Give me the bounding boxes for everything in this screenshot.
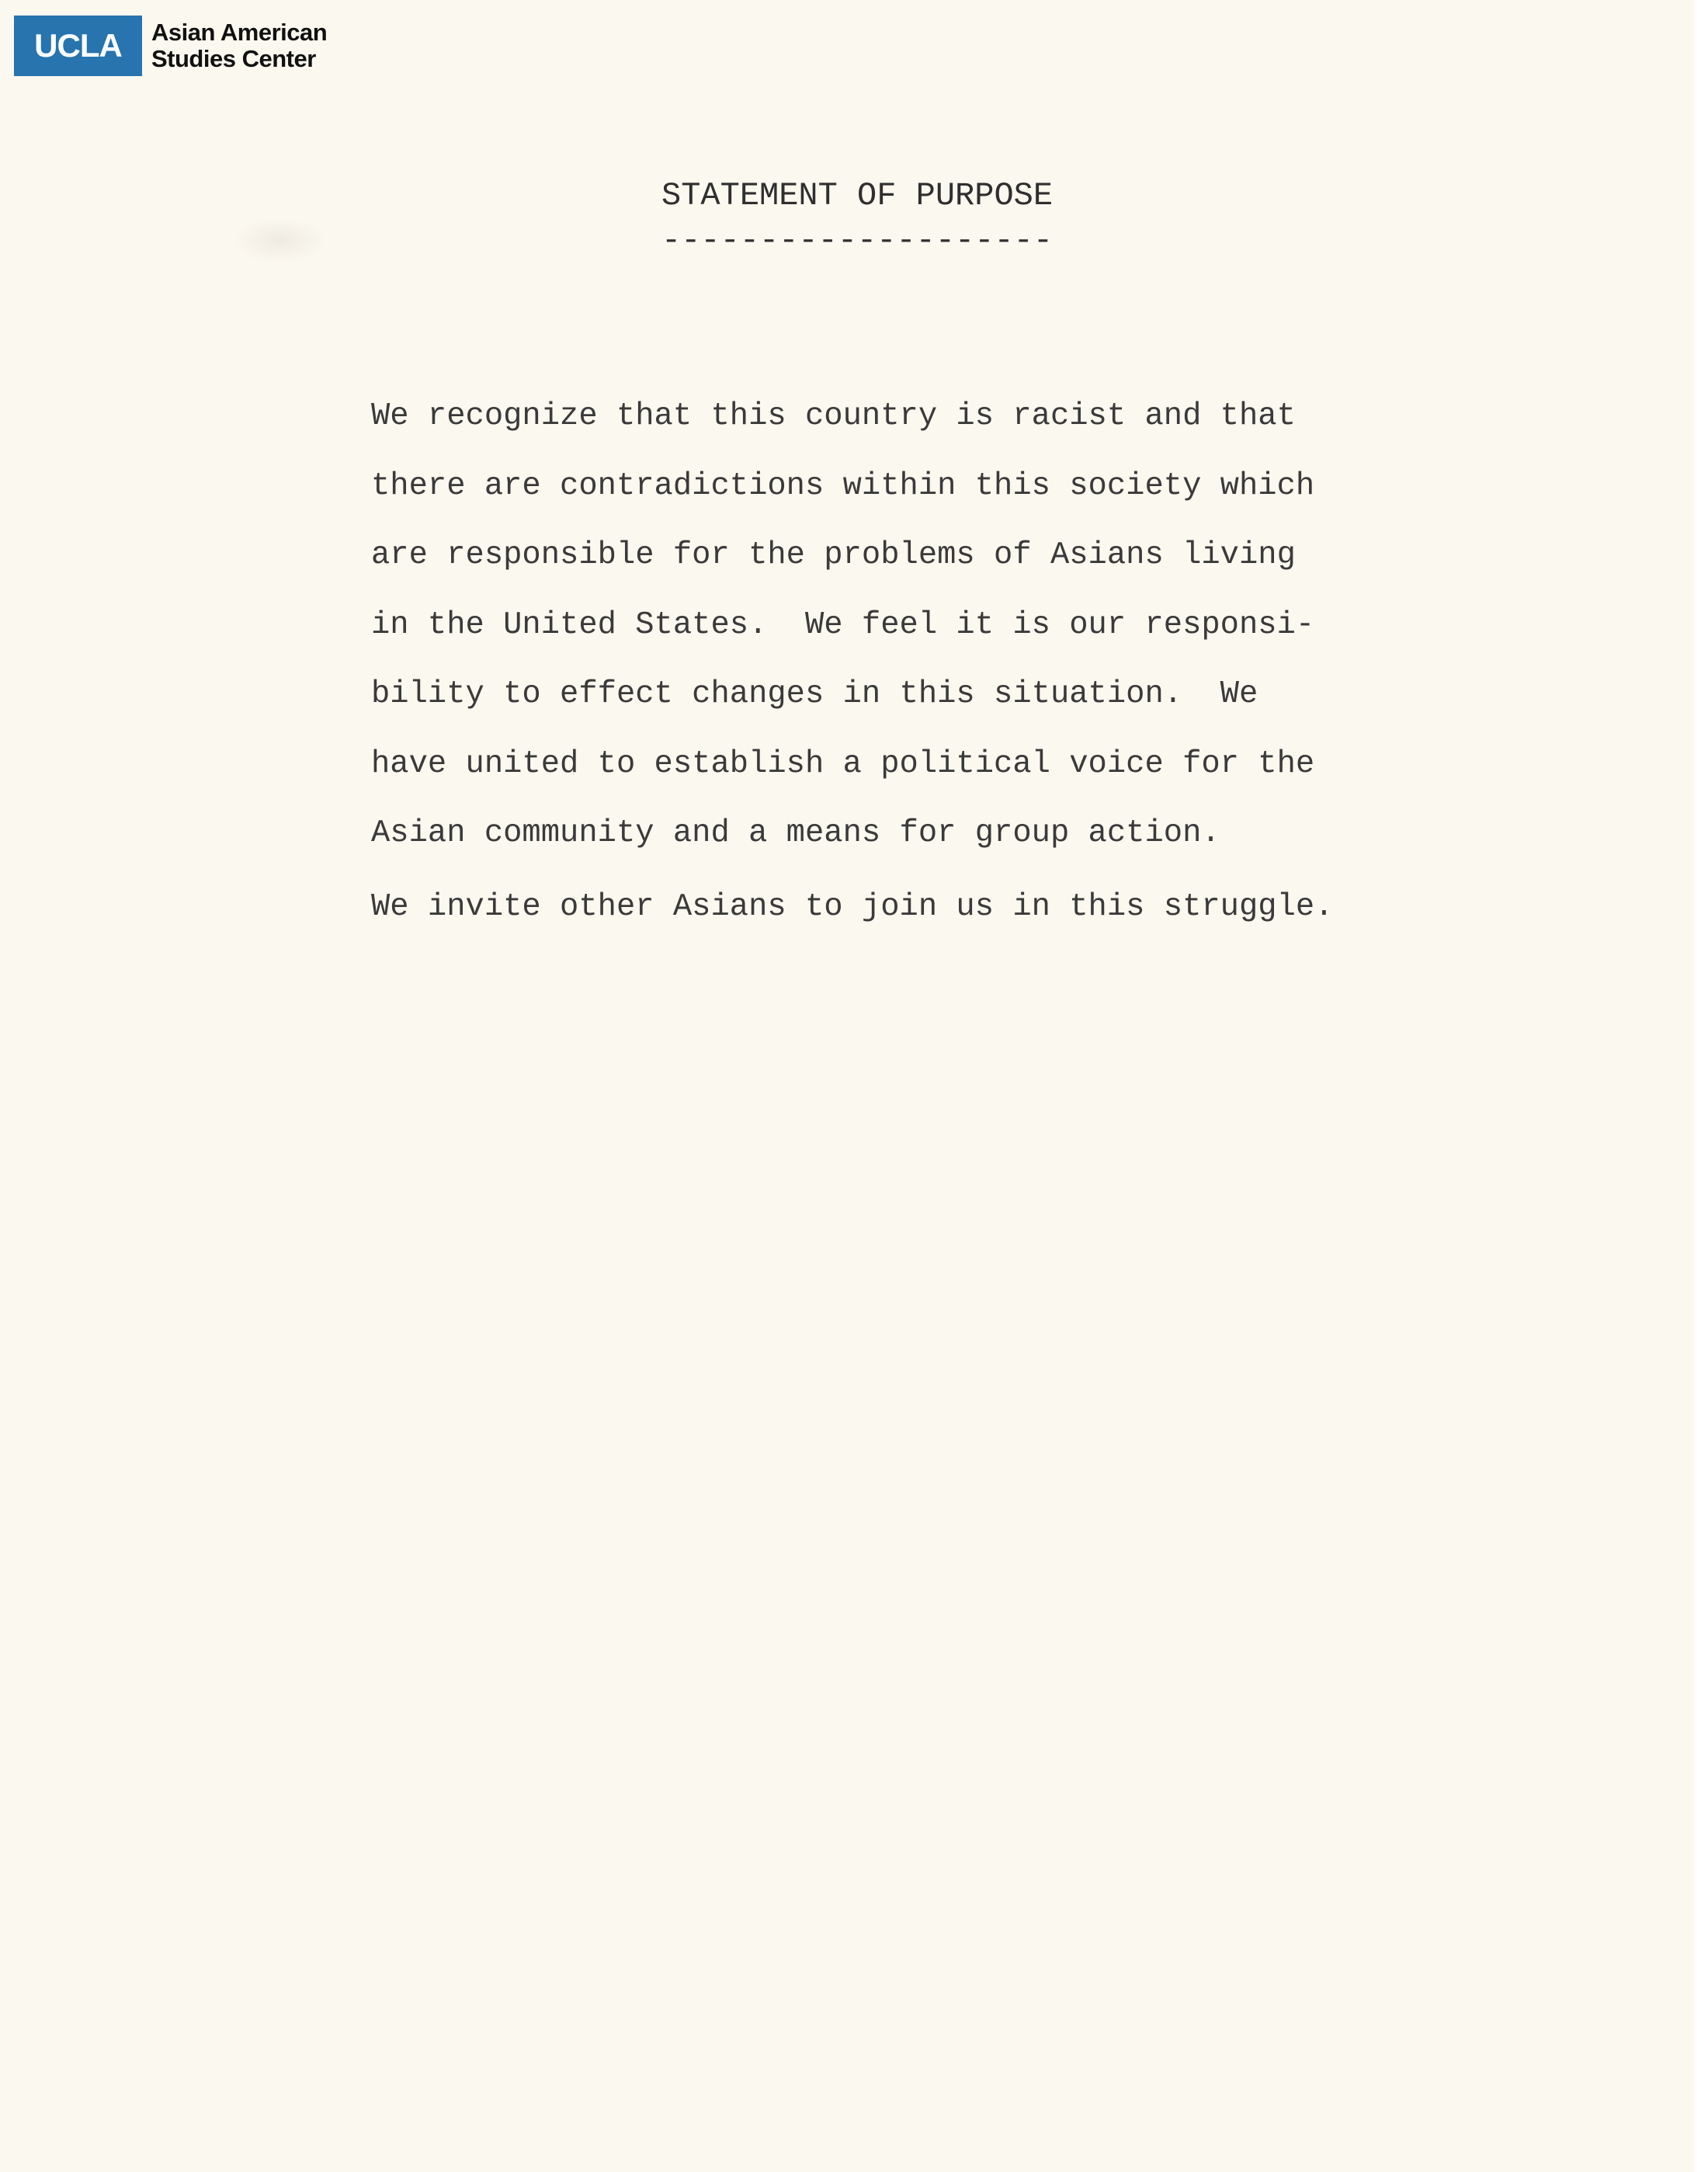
ucla-aasc-logo <box>14 16 327 76</box>
paragraph-line: in the United States. We feel it is our responsi- <box>371 606 1315 643</box>
statement-paragraph <box>371 382 1314 869</box>
ucla-logo-mark: UCLA <box>14 16 142 76</box>
paper-edge <box>1694 0 1708 2172</box>
paragraph-line: are responsible for the problems of Asians living <box>371 537 1296 573</box>
logo-wordmark <box>151 19 327 72</box>
paragraph-line: Asian community and a means for group action. <box>371 815 1220 851</box>
paragraph-line: have united to establish a political voice for the <box>371 745 1315 782</box>
paragraph-line: there are contradictions within this society which <box>371 467 1315 504</box>
document-title: STATEMENT OF PURPOSE <box>661 177 1054 214</box>
closing-sentence: We invite other Asians to join us in this struggle. <box>371 889 1334 925</box>
title-underline: -------------------- <box>661 222 1054 259</box>
logo-line-2: Studies Center <box>151 45 316 72</box>
paragraph-line: We recognize that this country is racist and that <box>371 398 1296 434</box>
paragraph-line: bility to effect changes in this situation. We <box>371 676 1258 712</box>
paper-smudge <box>233 217 326 264</box>
logo-line-1: Asian American <box>151 19 328 46</box>
